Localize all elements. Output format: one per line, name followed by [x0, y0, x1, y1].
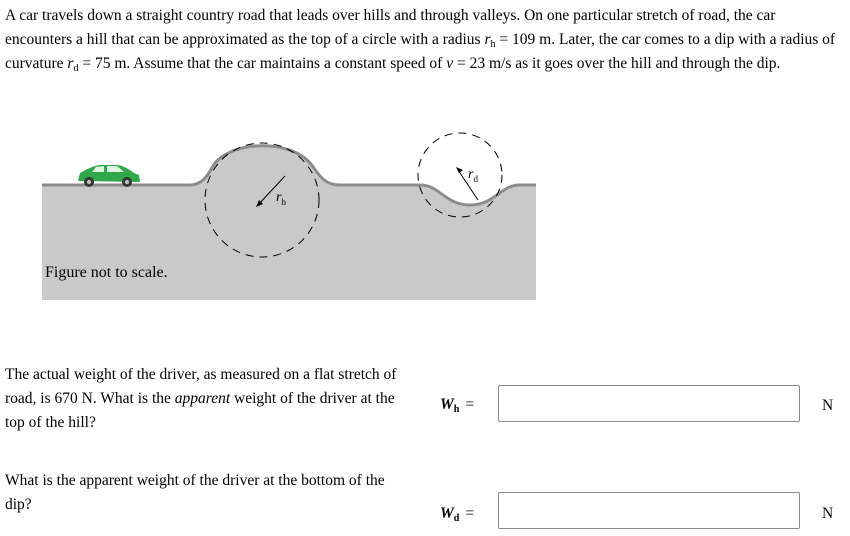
question-hill: The actual weight of the driver, as measured on a flat stretch of road, is 670 N. What is the apparent weight of the driver at the top of the hill?	[5, 366, 397, 431]
rd-symbol: r	[67, 55, 74, 73]
problem-statement: A car travels down a straight country road that leads over hills and through valleys. On one particular stretch of road, the car encounters a hill that can be approximated as the top of a circle with a radius $r_h = 109$ m. Later, the car comes to a dip with a radius of curvature $r_d = 75$ m. Assume that the car maintains a constant speed of v = 23 m/s as it goes over the hill and through the dip.	[5, 7, 836, 75]
question-dip: What is the apparent weight of the driver at the bottom of the dip?	[5, 472, 385, 513]
v-symbol: v	[446, 55, 454, 73]
wd-unit: N	[822, 505, 834, 522]
wh-answer-input[interactable]	[498, 385, 800, 422]
dip-radius-label: $r_d$	[468, 167, 478, 184]
rd-subscript: d	[73, 63, 79, 75]
wh-unit: N	[822, 397, 834, 414]
wd-answer-input[interactable]	[498, 492, 800, 529]
wd-label: $W_d$ =	[440, 505, 475, 524]
wh-label: $W_h$ =	[440, 396, 475, 415]
hill-radius-label: $r_h$	[276, 190, 286, 207]
dip-arrow-head	[456, 167, 463, 173]
rh-symbol: r	[484, 31, 491, 49]
rh-subscript: h	[490, 39, 496, 51]
figure-caption: Figure not to scale.	[45, 264, 168, 281]
